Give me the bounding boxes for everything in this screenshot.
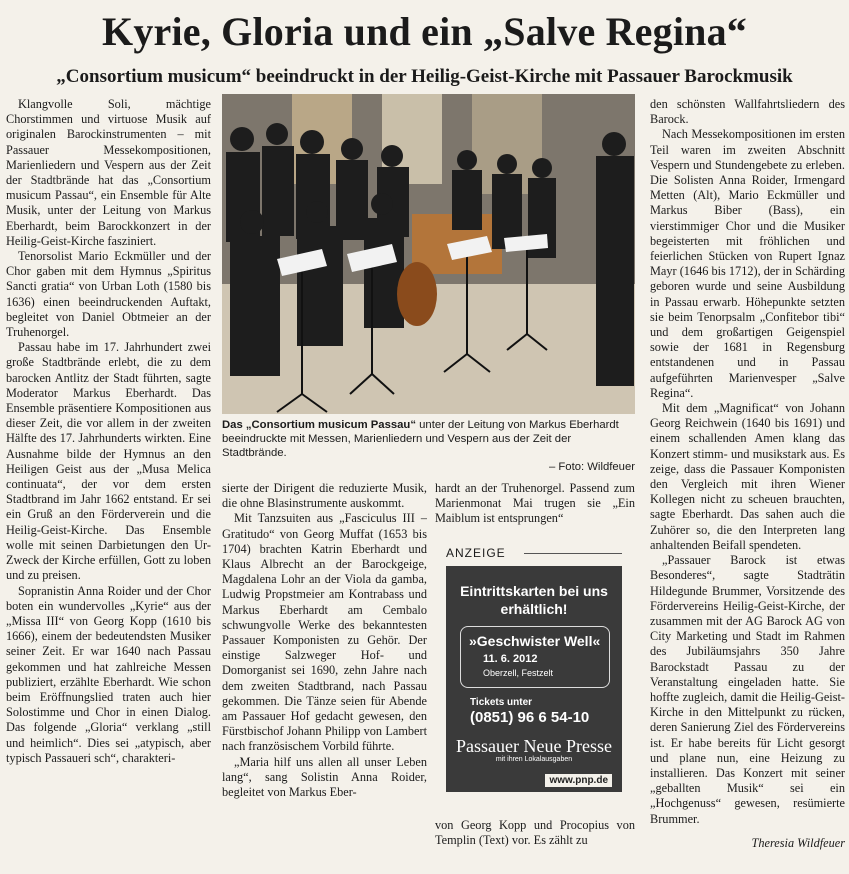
caption-bold: Das „Consortium musicum Passau“ xyxy=(222,419,416,431)
concert-photo xyxy=(222,94,635,414)
ensemble-photo-graphic xyxy=(222,94,635,414)
paragraph: Mit Tanzsuiten aus „Fasciculus III – Gratitudo“ von Georg Muffat (1653 bis 1704) brachten Katrin Eberhardt und Klaus Albrecht an der Barockgeige, Magdalena Lohr an der Viola da gamba, Ludwig Propstmeier am Kontrabass und Markus Eberhardt am Cembalo schwungvolle Werke des bekanntesten Passauer Komponisten zu Gehör. Der einstige Salzweger Hof- und Domorganist sei 1690, zehn Jahre nach dem zweiten Stadtbrand, nach Passau gekommen. Die Tänze seien für Abende am Passauer Hof gedacht gewesen, den Fürstbischof Johann Philipp von Lambert nach französischem Vorbild führte. xyxy=(222,511,427,754)
paragraph: Mit dem „Magnificat“ von Johann Georg Reichwein (1640 bis 1691) und einem schallenden Amen klang das Konzert stimm- und musikstark aus. Es zeige, dass die Passauer Komponisten den Vergleich mit ihren Wiener Kollegen nicht zu scheuen brauchten, sagte Eberhardt. Das sahen auch die Zuhörer so, die den Interpreten lang anhaltenden Beifall spendeten. xyxy=(650,401,845,552)
paragraph: Klangvolle Soli, mächtige Chorstimmen und virtuose Musik auf originalen Barockinstrumenten – mit Passauer Messekompositionen, Marienliedern und Vespern aus der Zeit der Stadtbrände hat das „Consortium musicum Passau“, ein Ensemble für Alte Musik, unter der Leitung von Markus Eberhardt, beim Barockkonzert in der Heilig-Geist-Kirche fasziniert. xyxy=(6,97,211,248)
paragraph: hardt an der Truhenorgel. Passend zum Marienmonat Mai trugen sie „Ein Maiblum ist entsprungen“ xyxy=(435,481,635,526)
ad-tagline: mit ihren Lokalausgaben xyxy=(495,756,573,763)
photo-caption xyxy=(222,418,635,474)
ad-event-box xyxy=(460,626,610,688)
paragraph: Passau habe im 17. Jahrhundert zwei große Stadtbrände erlebt, die zu dem barocken Antlitz der Stadt führten, sagte Moderator Markus Eberhardt. Das Ensemble präsentiere Kompositionen aus dieser Zeit, die vor allem in der zweiten Hälfte des 17. Jahrhunderts wirkten. Eine Ausnahme bilde der Hymnus an den Heiligen Geist aus der „Musa Melica continuata“, der vor dem ersten Stadtbrand im Jahr 1662 entstand. Er sei ein Gruß an den Förderverein und die Heilig-Geist-Kirche. Das Ensemble wolle mit seinen Darbietungen den Ur-Zweck der Kirche erfüllen, Gott zu loben und zu preisen. xyxy=(6,340,211,583)
photo-credit: – Foto: Wildfeuer xyxy=(548,461,635,473)
ad-headline: Eintrittskarten bei uns erhältlich! xyxy=(460,583,608,617)
ad-label: ANZEIGE xyxy=(446,546,622,560)
paragraph: „Passauer Barock ist etwas Besonderes“, sagte Stadträtin Hildegunde Brummer, Vorsitzende des Fördervereins Heilig-Geist-Kirche, der zusammen mit der AG Barock AG von City Marketing und Stadt im Rahmen des Jubiläumsjahrs 350 Jahre Barockstadt Passau zu der Veranstaltung eingeladen hatte. Sie hoffte zugleich, damit die Heilig-Geist-Kirche in den Mittelpunkt zu rücken, deren Sanierung Ziel des Fördervereins ist. Er habe bereits für Licht gesorgt und plane nun, eine Heizung zu installieren. Das Konzert mit seiner „geballten Musik“ sei ein „Hochgenuss“ gewesen, resümierte Brummer. xyxy=(650,553,845,826)
paragraph: „Maria hilf uns allen all unser Leben lang“, sang Solistin Anna Roider, begleitet von Markus Eber- xyxy=(222,754,427,800)
ad-show-title: »Geschwister Well« xyxy=(469,633,601,649)
paragraph: sierte der Dirigent die reduzierte Musik, die ohne Blasinstrumente auskommt. xyxy=(222,481,427,511)
ad-date: 11. 6. 2012 xyxy=(483,653,538,665)
advertisement[interactable] xyxy=(446,566,622,792)
ad-brand-logo: Passauer Neue Presse xyxy=(456,736,612,756)
paragraph: Sopranistin Anna Roider und der Chor boten ein wundervolles „Kyrie“ aus der „Missa III“ von Georg Kopp (1610 bis 1666), einem der bedeutendsten Musiker seiner Zeit. Er war 1640 nach Passau gekommen und hat zahlreiche Messen publiziert, erzählte Eberhardt. Wie schon beim Eröffnungslied traten auch hier Solostimme und Chor in einen Dialog. Das folgende „Gloria“ verklang „still und heimlich“. Dies sei „atypisch, aber typisch Passaueri sch“, charakteri- xyxy=(6,583,211,765)
headline: Kyrie, Gloria und ein „Salve Regina“ xyxy=(102,9,747,54)
ad-venue: Oberzell, Festzelt xyxy=(483,668,554,678)
article-column-3-bottom xyxy=(435,818,635,852)
paragraph: Tenorsolist Mario Eckmüller und der Chor gaben mit dem Hymnus „Spiritus Sancti gratia“ von Urban Loth (1580 bis 1636) einen beeindruckenden Auftakt, begleitet von Daniel Obtmeier an der Truhenorgel. xyxy=(6,249,211,340)
article-column-4 xyxy=(650,97,845,835)
article-column-2 xyxy=(222,481,427,851)
author-byline: Theresia Wildfeuer xyxy=(751,836,845,850)
subheadline: „Consortium musicum“ beeindruckt in der Heilig-Geist-Kirche mit Passauer Barockmusik xyxy=(56,66,793,87)
ad-url-link[interactable]: www.pnp.de xyxy=(545,774,612,787)
caption-text: unter der Leitung von Markus Eberhardt beeindruckte mit Messen, Marienliedern und Vespern aus der Zeit der Stadtbrände. xyxy=(222,419,619,459)
paragraph: von Georg Kopp und Procopius von Templin (Text) vor. Es zählt zu xyxy=(435,818,635,848)
ad-phone: (0851) 96 6 54-10 xyxy=(470,709,590,726)
article-column-3-top xyxy=(435,481,635,543)
paragraph: Nach Messekompositionen im ersten Teil waren im zweiten Abschnitt Vespern und Stundengebete zu erleben. Die Solisten Anna Roider, Irmengard Metten (Alt), Mario Eckmüller und Markus Biber (Bass), ein vierstimmiger Chor und die Musiker begeisterten mit fröhlichen und feierlichen Stücken von Rupert Ignaz Mayr (1646 bis 1712), der in Schärding geboren wurde und seine Ausbildung in Passau erwarb. Höhepunkte setzten sie beim Tenorpsalm „Confitebor tibi“ und dem großartigen Geigenspiel sowie der 1681 in Regensburg entstandenen und in Passau aufgeführten Marienvesper „Salve Regina“. xyxy=(650,127,845,400)
paragraph: den schönsten Wallfahrtsliedern des Barock. xyxy=(650,97,845,127)
article-column-1 xyxy=(6,97,211,857)
ad-tickets-label: Tickets unter xyxy=(470,697,533,708)
